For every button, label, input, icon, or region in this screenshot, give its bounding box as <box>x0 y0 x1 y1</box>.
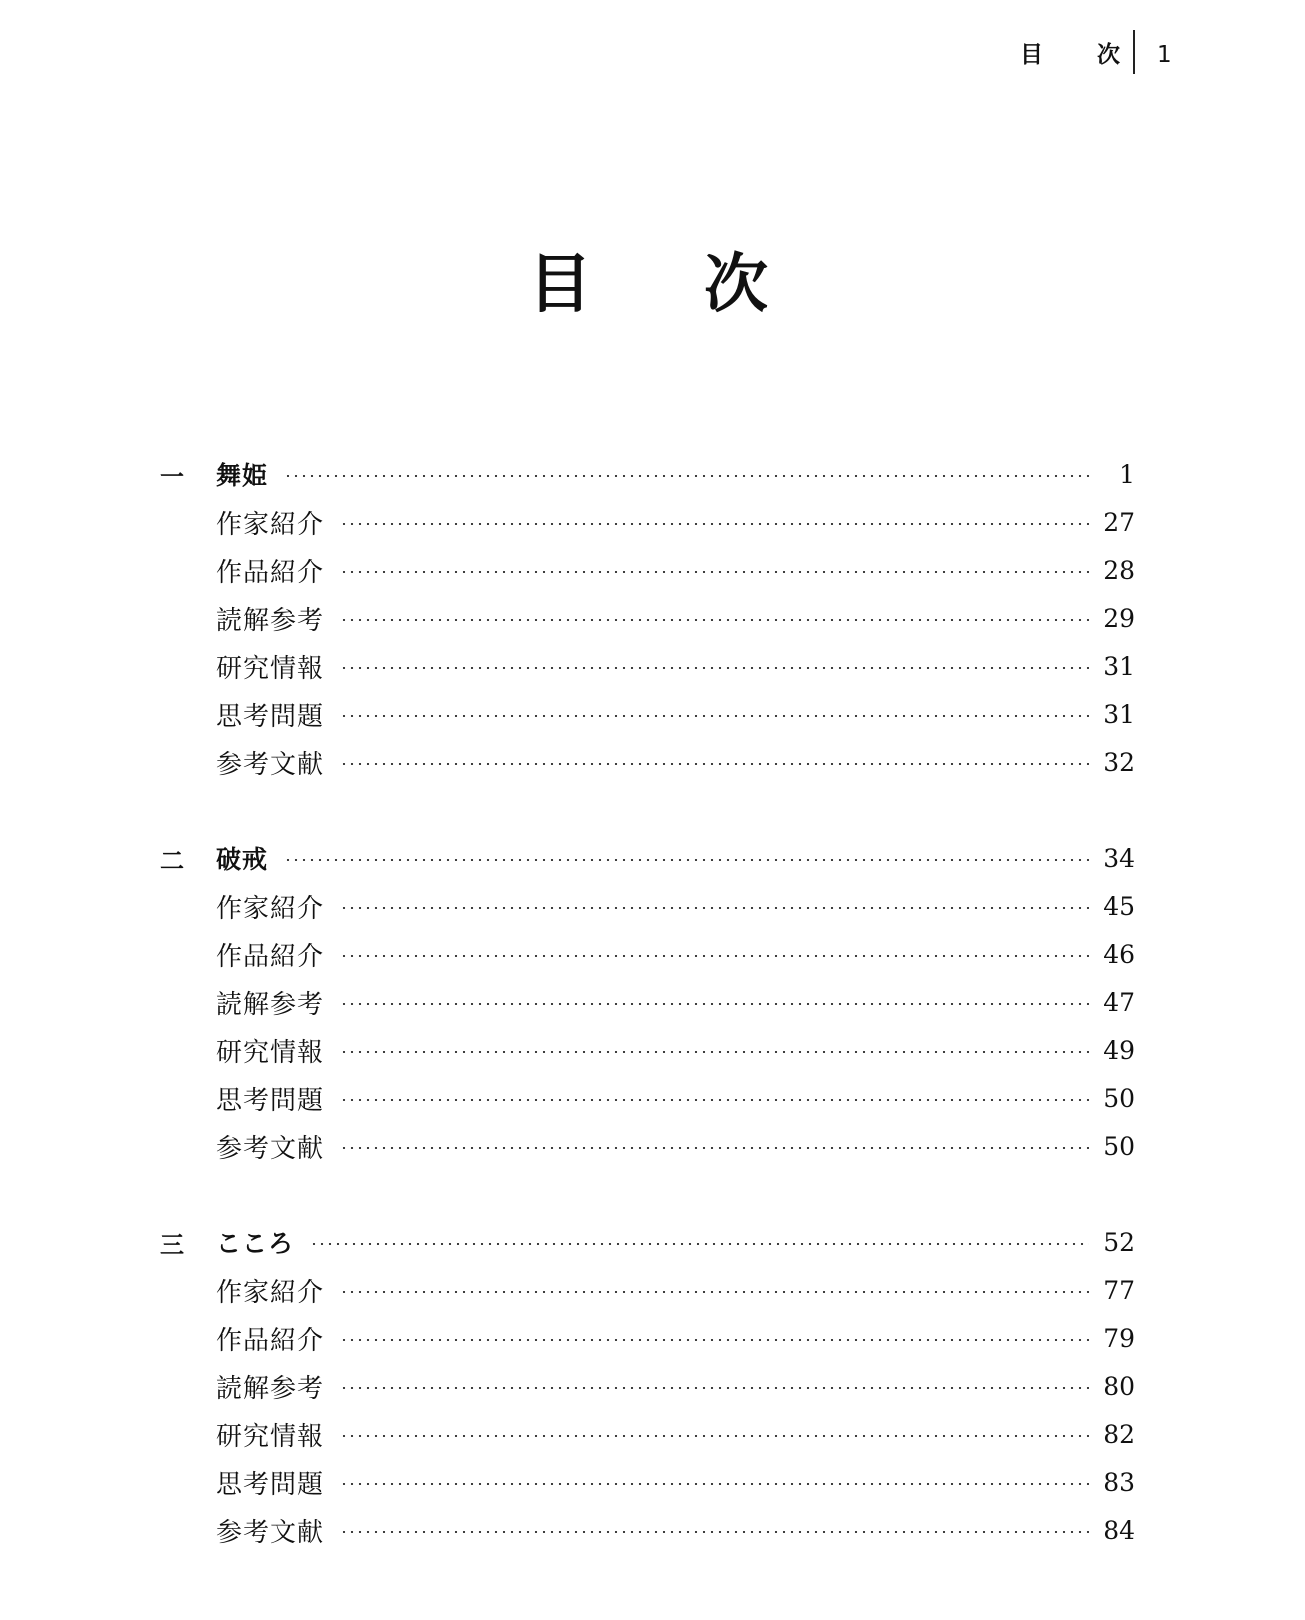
section-label: 読解参考 <box>216 605 325 636</box>
page-number: 32 <box>1103 747 1135 777</box>
section-label: 思考問題 <box>216 701 325 732</box>
running-head-char: 目 <box>1020 42 1043 68</box>
toc-section-entry[interactable] <box>160 694 1135 734</box>
section-label: 作品紹介 <box>216 557 325 588</box>
dot-leader <box>340 1291 1089 1293</box>
page-number: 45 <box>1103 891 1135 921</box>
toc-section-entry[interactable] <box>160 982 1135 1022</box>
page-number: 82 <box>1103 1419 1135 1449</box>
toc-section-entry[interactable] <box>160 1318 1135 1358</box>
section-label: 作品紹介 <box>216 941 325 972</box>
dot-leader <box>340 907 1089 909</box>
dot-leader <box>340 1387 1089 1389</box>
running-head-divider <box>1133 30 1135 74</box>
toc-section-entry[interactable] <box>160 550 1135 590</box>
page-number: 27 <box>1103 507 1135 537</box>
toc-section-entry[interactable] <box>160 1126 1135 1166</box>
toc-section-entry[interactable] <box>160 1510 1135 1550</box>
section-label: 思考問題 <box>216 1469 325 1500</box>
page-number: 52 <box>1103 1227 1135 1257</box>
page-number: 80 <box>1103 1371 1135 1401</box>
section-label: 研究情報 <box>216 1421 325 1452</box>
page-number: 77 <box>1103 1275 1135 1305</box>
page-number: 47 <box>1103 987 1135 1017</box>
section-label: 参考文献 <box>216 1517 325 1548</box>
dot-leader <box>340 667 1089 669</box>
dot-leader <box>340 1483 1089 1485</box>
toc-section-entry[interactable] <box>160 934 1135 974</box>
page-number: 34 <box>1103 843 1135 873</box>
section-label: 作家紹介 <box>216 509 325 540</box>
page-number: 83 <box>1103 1467 1135 1497</box>
chapter-number: 三 <box>160 1230 184 1259</box>
section-label: 思考問題 <box>216 1085 325 1116</box>
toc-section-entry[interactable] <box>160 1030 1135 1070</box>
dot-leader <box>340 571 1089 573</box>
chapter-title: 破戒 <box>216 845 269 874</box>
page-number: 1 <box>1119 459 1135 489</box>
section-label: 作品紹介 <box>216 1325 325 1356</box>
dot-leader <box>340 1147 1089 1149</box>
toc-chapter-entry[interactable] <box>160 838 1135 878</box>
dot-leader <box>340 1531 1089 1533</box>
page-number: 31 <box>1103 699 1135 729</box>
chapter-number: 二 <box>160 846 184 875</box>
page-number: 50 <box>1103 1131 1135 1161</box>
toc-section-entry[interactable] <box>160 1270 1135 1310</box>
toc-section-entry[interactable] <box>160 1462 1135 1502</box>
toc-chapter-entry[interactable] <box>160 1222 1135 1262</box>
toc-section-entry[interactable] <box>160 1366 1135 1406</box>
page-number: 84 <box>1103 1515 1135 1545</box>
page-number: 49 <box>1103 1035 1135 1065</box>
section-label: 研究情報 <box>216 1037 325 1068</box>
section-label: 読解参考 <box>216 1373 325 1404</box>
chapter-title: 舞姫 <box>216 461 269 490</box>
chapter-number: 一 <box>160 462 184 491</box>
dot-leader <box>284 859 1089 861</box>
dot-leader <box>340 1099 1089 1101</box>
section-label: 作家紹介 <box>216 1277 325 1308</box>
dot-leader <box>340 955 1089 957</box>
dot-leader <box>310 1243 1089 1245</box>
toc-section-entry[interactable] <box>160 598 1135 638</box>
page-number: 79 <box>1103 1323 1135 1353</box>
dot-leader <box>340 1051 1089 1053</box>
page-number: 29 <box>1103 603 1135 633</box>
section-label: 作家紹介 <box>216 893 325 924</box>
dot-leader <box>340 715 1089 717</box>
running-head-char: 次 <box>1097 42 1120 68</box>
dot-leader <box>340 1435 1089 1437</box>
toc-section-entry[interactable] <box>160 1414 1135 1454</box>
toc-section-entry[interactable] <box>160 502 1135 542</box>
chapter-title: こころ <box>216 1229 295 1258</box>
section-label: 研究情報 <box>216 653 325 684</box>
running-head <box>990 30 1190 80</box>
page-title-char: 次 <box>704 248 768 322</box>
page-number: 28 <box>1103 555 1135 585</box>
toc-section-entry[interactable] <box>160 886 1135 926</box>
dot-leader <box>340 619 1089 621</box>
page-number: 31 <box>1103 651 1135 681</box>
section-label: 参考文献 <box>216 1133 325 1164</box>
toc-section-entry[interactable] <box>160 646 1135 686</box>
section-label: 読解参考 <box>216 989 325 1020</box>
section-label: 参考文献 <box>216 749 325 780</box>
dot-leader <box>340 763 1089 765</box>
toc-chapter-entry[interactable] <box>160 454 1135 494</box>
page-title-char: 目 <box>528 248 592 322</box>
page-number: 50 <box>1103 1083 1135 1113</box>
page-title <box>528 248 768 322</box>
dot-leader <box>340 523 1089 525</box>
dot-leader <box>340 1339 1089 1341</box>
dot-leader <box>340 1003 1089 1005</box>
page-number: 46 <box>1103 939 1135 969</box>
toc-section-entry[interactable] <box>160 1078 1135 1118</box>
toc-section-entry[interactable] <box>160 742 1135 782</box>
running-head-title <box>1020 40 1120 70</box>
running-head-page-number: 1 <box>1157 42 1172 68</box>
dot-leader <box>284 475 1091 477</box>
